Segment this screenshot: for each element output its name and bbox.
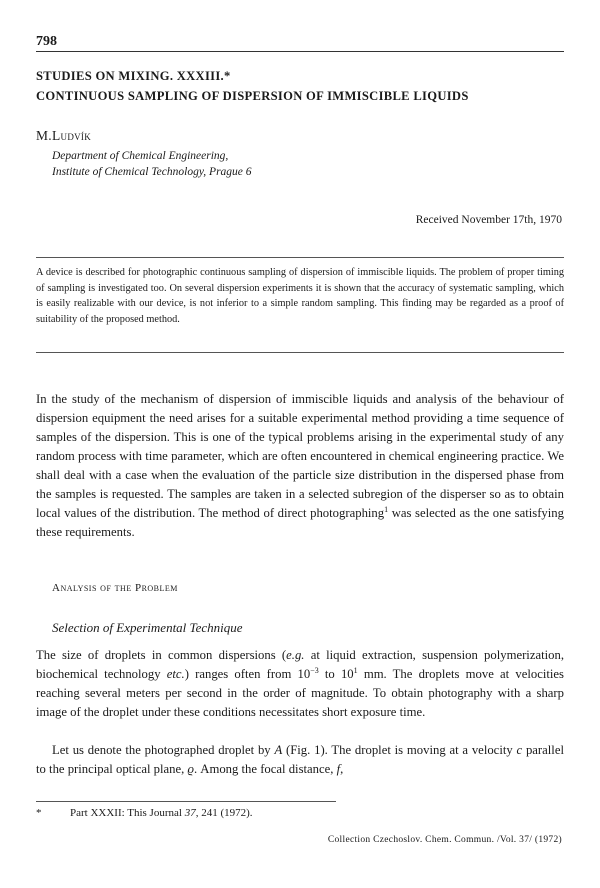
abstract: A device is described for photographic continuous sampling of dispersion of immiscible liquids. The problem of proper timing of sampling is investigated too. On several dispersion experiments it is shown that the accuracy of systematic sampling, which is easily realizable with our device, is not inferior to a simple random sampling. This finding may be regarded as a proof of suitability of the proposed method.	[36, 267, 564, 325]
page-number: 798	[36, 34, 57, 49]
p2-text-5: mm. The droplets move at velocities reaching several meters per second in the order of magnitude. To obtain photography with a sharp image of the droplet under these conditions necessitates short exposure time.	[36, 667, 564, 719]
section-heading: Analysis of the Problem	[52, 582, 178, 594]
abstract-rule-top	[36, 257, 564, 258]
footnote-text-1: Part XXXII: This Journal	[70, 807, 185, 819]
affiliation	[52, 148, 252, 180]
intro-text-2: was selected as the one satisfying these requirements.	[36, 506, 564, 539]
footnote-rule	[36, 801, 336, 802]
p3-text-5: ,	[340, 762, 344, 776]
p3-text-2: (Fig. 1). The droplet is moving at a velocity	[282, 743, 517, 757]
footnote-text-2: , 241 (1972).	[195, 807, 253, 819]
p3-text-3: parallel to the principal optical plane,	[36, 743, 564, 776]
p2-text-4: to 10	[318, 667, 354, 681]
title-line-2: CONTINUOUS SAMPLING OF DISPERSION OF IMMISCIBLE LIQUIDS	[36, 89, 469, 103]
affiliation-line-1: Department of Chemical Engineering,	[52, 150, 229, 162]
affiliation-line-2: Institute of Chemical Technology, Prague 6	[52, 166, 252, 178]
p3-symbol-A: A	[274, 743, 283, 757]
author-text: M.Ludvík	[36, 128, 92, 143]
footnote-volume: 37	[184, 807, 196, 819]
p2-etc: etc.	[166, 667, 185, 681]
p2-text-1: The size of droplets in common dispersions (	[36, 648, 287, 662]
p2-text-3: ) ranges often from 10	[184, 667, 311, 681]
p3-text-1: Let us denote the photographed droplet by	[52, 743, 275, 757]
intro-paragraph	[36, 390, 564, 542]
abstract-rule-bottom	[36, 352, 564, 353]
header-rule	[36, 51, 564, 52]
footnote-mark: *	[36, 807, 42, 819]
p2-exponent-2: 1	[353, 665, 358, 675]
p3-symbol-f: f	[336, 762, 341, 776]
paragraph-droplet-notation	[36, 741, 564, 779]
p2-eg: e.g.	[286, 648, 305, 662]
p3-text-4: . Among the focal distance,	[193, 762, 337, 776]
paragraph-droplet-size	[36, 646, 564, 722]
footnote	[36, 807, 253, 819]
title-line-1: STUDIES ON MIXING. XXXIII.*	[36, 69, 231, 83]
p2-exponent-1: −3	[310, 665, 319, 675]
received-date: Received November 17th, 1970	[415, 214, 562, 226]
journal-citation: Collection Czechoslov. Chem. Commun. /Vol. 37/ (1972)	[327, 835, 562, 845]
p3-symbol-rho: ϱ	[187, 762, 194, 776]
p2-text-2: at liquid extraction, suspension polymerization, biochemical technology	[36, 648, 565, 681]
p3-symbol-c: c	[516, 743, 523, 757]
subsection-heading: Selection of Experimental Technique	[52, 620, 243, 635]
reference-marker: 1	[384, 504, 389, 514]
author-name	[36, 128, 91, 144]
intro-text-1: In the study of the mechanism of dispersion of immiscible liquids and analysis of the behaviour of dispersion equipment the need arises for a suitable experimental method providing a time sequence of samples of the dispersion. This is one of the typical problems arising in the experimental study of any random process with time parameter, which are often encountered in chemical engineering practice. We shall deal with a case when the evaluation of the particle size distribution in the dispersed phase from the samples is requested. The samples are taken in a selected subregion of the disperser so as to obtain local values of the distribution. The method of direct photographing	[36, 392, 564, 520]
article-title	[36, 66, 564, 106]
